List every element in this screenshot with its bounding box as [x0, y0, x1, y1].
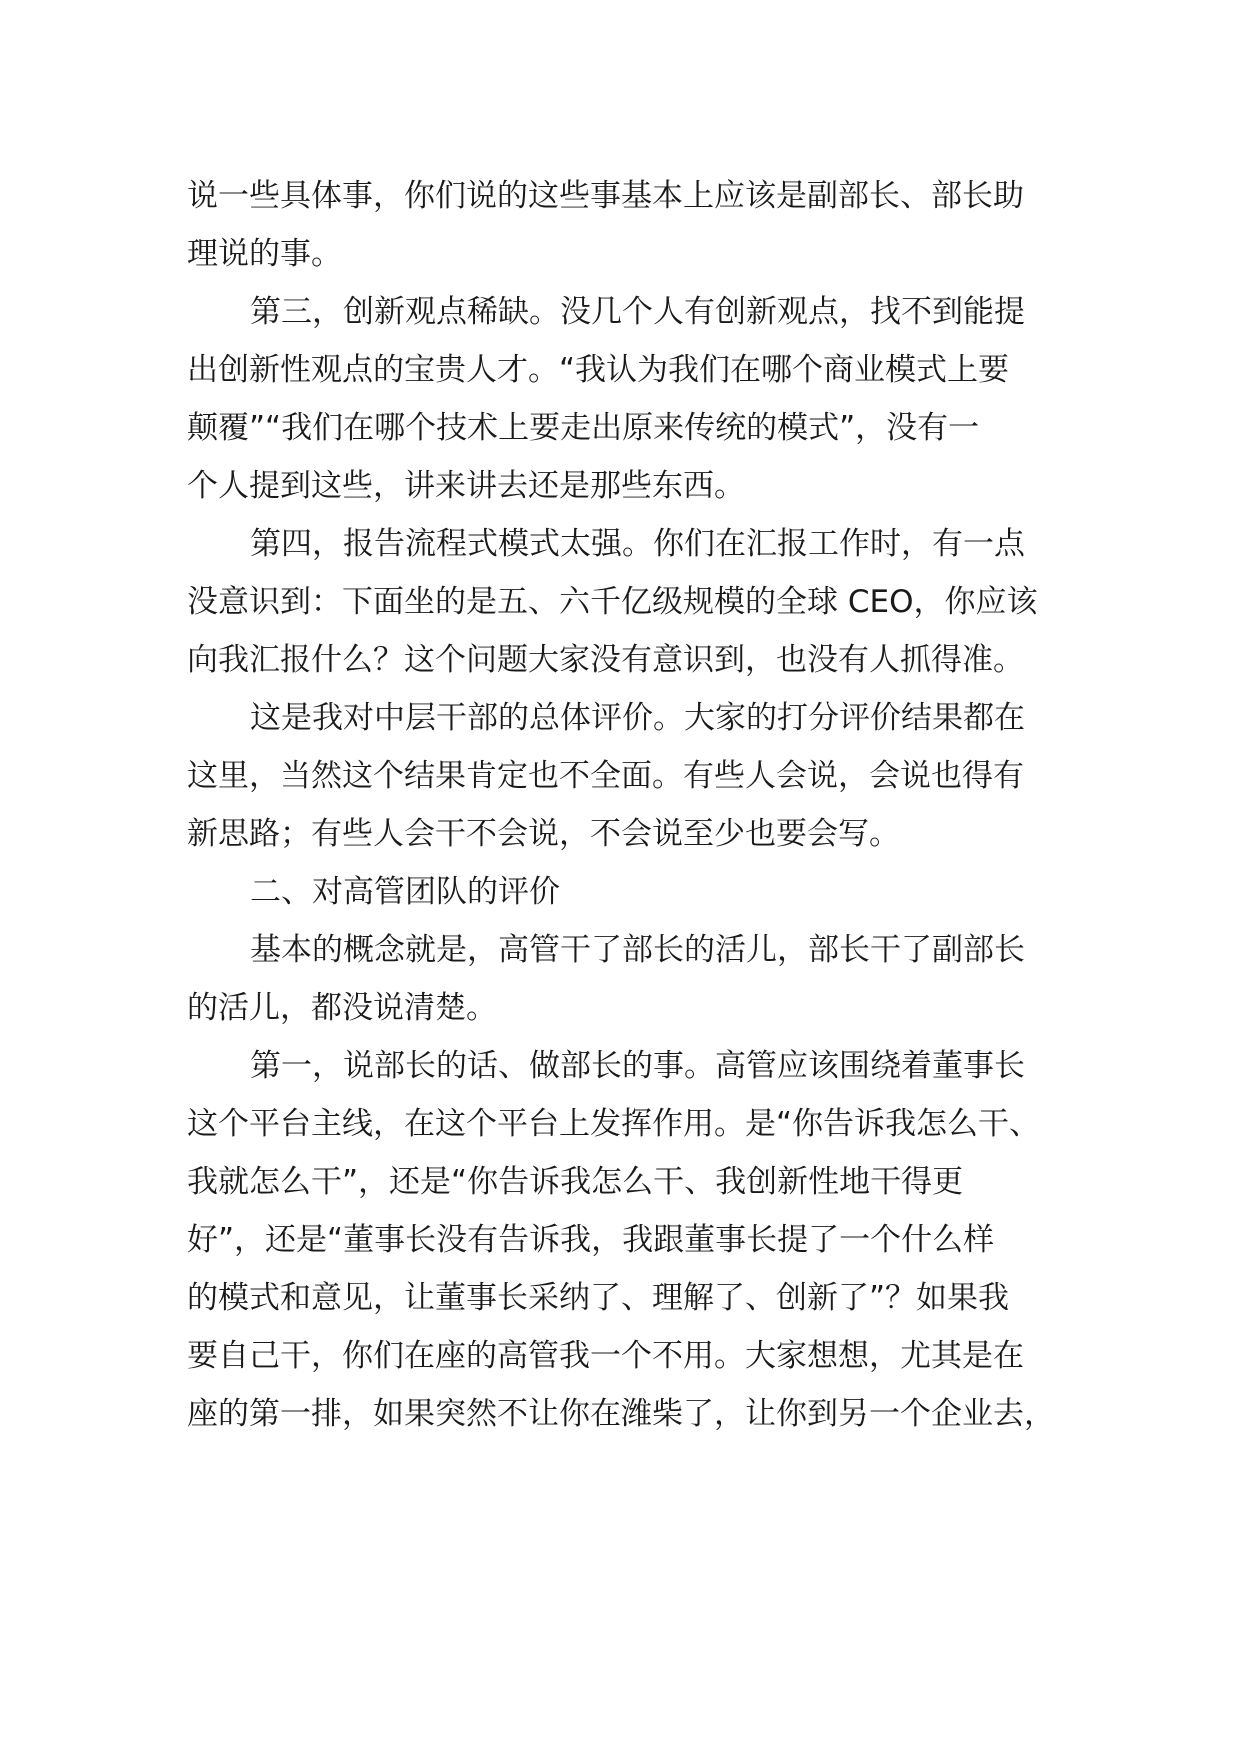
section-heading: 二、对高管团队的评价 [250, 874, 560, 910]
paragraph-start-line: 第四，报告流程式模式太强。你们在汇报工作时，有一点 [250, 526, 1025, 562]
text-line: 座的第一排，如果突然不让你在潍柴了，让你到另一个企业去， [187, 1396, 1055, 1432]
text-line: 出创新性观点的宝贵人才。“我认为我们在哪个商业模式上要 [187, 352, 1010, 388]
text-line: 说一些具体事，你们说的这些事基本上应该是副部长、部长助 [187, 178, 1024, 214]
text-line: 没意识到：下面坐的是五、六千亿级规模的全球 CEO，你应该 [187, 584, 1038, 620]
paragraph-start-line: 第三，创新观点稀缺。没几个人有创新观点，找不到能提 [250, 294, 1025, 330]
text-line: 的模式和意见，让董事长采纳了、理解了、创新了”？如果我 [187, 1280, 1010, 1316]
text-line: 这里，当然这个结果肯定也不全面。有些人会说，会说也得有 [187, 758, 1024, 794]
text-line: 颠覆”“我们在哪个技术上要走出原来传统的模式”，没有一 [187, 410, 980, 446]
text-line: 这个平台主线，在这个平台上发挥作用。是“你告诉我怎么干、 [187, 1106, 1041, 1142]
paragraph-start-line: 第一，说部长的话、做部长的事。高管应该围绕着董事长 [250, 1048, 1025, 1084]
text-line: 要自己干，你们在座的高管我一个不用。大家想想，尤其是在 [187, 1338, 1024, 1374]
paragraph-start-line: 这是我对中层干部的总体评价。大家的打分评价结果都在 [250, 700, 1025, 736]
text-line: 的活儿，都没说清楚。 [187, 990, 497, 1026]
text-line: 个人提到这些，讲来讲去还是那些东西。 [187, 468, 745, 504]
text-line: 我就怎么干”，还是“你告诉我怎么干、我创新性地干得更 [187, 1164, 964, 1200]
text-line: 新思路；有些人会干不会说，不会说至少也要会写。 [187, 816, 900, 852]
text-line: 向我汇报什么？这个问题大家没有意识到，也没有人抓得准。 [187, 642, 1024, 678]
text-line: 理说的事。 [187, 236, 342, 272]
text-line: 好”，还是“董事长没有告诉我，我跟董事长提了一个什么样 [187, 1222, 995, 1258]
paragraph-start-line: 基本的概念就是，高管干了部长的活儿，部长干了副部长 [250, 932, 1025, 968]
